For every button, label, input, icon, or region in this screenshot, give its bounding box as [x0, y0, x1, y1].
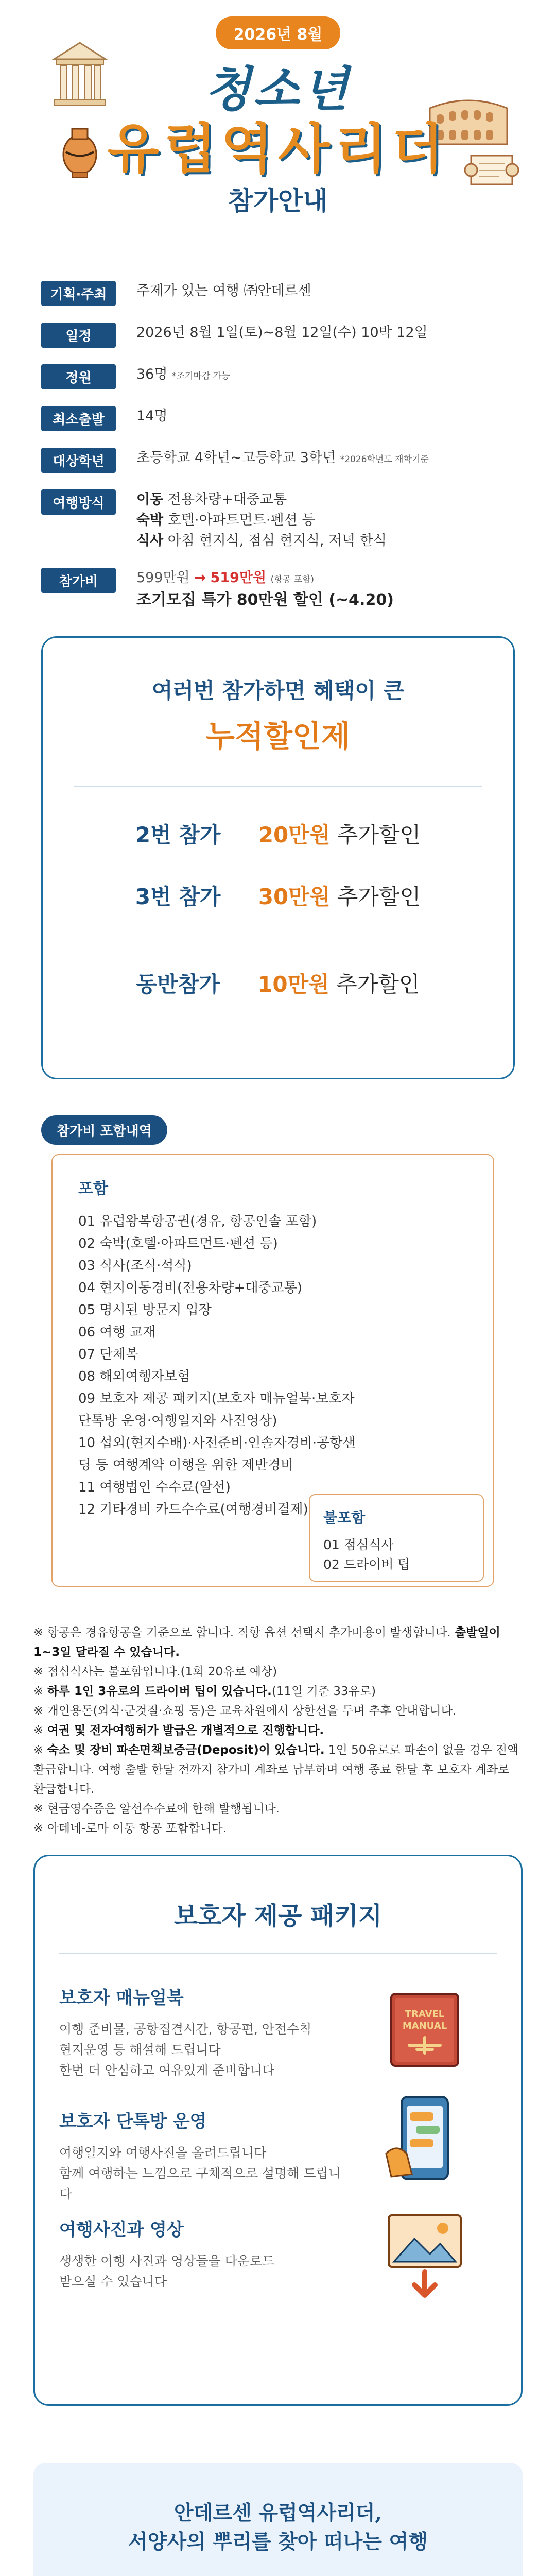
early-bird: 조기모집 특가 80만원 할인 (~4.20): [136, 591, 394, 609]
discount-row: [43, 818, 513, 849]
title-line-2: 유럽역사리더: [107, 117, 449, 180]
intro-section: [33, 2463, 523, 2576]
discount-text: 추가할인: [337, 822, 421, 848]
note: [33, 1740, 523, 1799]
note-bold: 하루 1인 3유로의 드라이버 팁이 있습니다.: [47, 1685, 272, 1698]
intro-title-line-2: 서양사의 뿌리를 찾아 떠나는 여행: [128, 2530, 428, 2554]
note: [33, 1819, 523, 1838]
info-row-grade: [41, 448, 515, 473]
list-item: 06 여행 교재: [78, 1325, 156, 1340]
fee-line: [136, 568, 394, 590]
note: [33, 1682, 523, 1701]
info-value: 2026년 8월 1일(토)~8월 12일(수) 10박 12일: [136, 325, 428, 341]
capacity-value: 36명: [136, 366, 168, 382]
note-text: ※ 점심식사는 불포함입니다.(1회 20유로 예상): [33, 1665, 277, 1679]
note: [33, 1662, 523, 1682]
list-item: 08 해외여행자보험: [78, 1369, 190, 1384]
info-value: [136, 364, 230, 386]
travel-line: [136, 489, 387, 510]
package-item-title: 여행사진과 영상: [59, 2219, 184, 2240]
divider: [59, 1953, 497, 1954]
discount-title: 누적할인제: [205, 719, 351, 754]
package-item-line: 한번 더 안심하고 여유있게 준비합니다: [59, 2063, 275, 2078]
manual-label-2: MANUAL: [402, 2021, 447, 2031]
list-item: 01 유럽왕복항공권(경유, 항공인솔 포함): [78, 1214, 317, 1229]
fee-original: 599만원: [136, 570, 190, 586]
info-label: 여행방식: [41, 489, 116, 515]
cumulative-discount-box: [41, 636, 515, 1079]
discount-headline: 여러번 참가하면 혜택이 큰: [151, 678, 405, 703]
note: [33, 1623, 523, 1662]
package-item-line: 현지운영 등 해설해 드립니다: [59, 2042, 221, 2057]
list-item: 01 점심식사: [323, 1537, 394, 1552]
package-item-chat: [59, 2107, 348, 2205]
package-title: 보호자 제공 패키지: [173, 1902, 383, 1930]
info-label: 정원: [41, 364, 116, 389]
list-item: 02 숙박(호텔·아파트먼트·펜션 등): [78, 1236, 278, 1251]
note-text: ※ 현금영수증은 알선수수료에 한해 발행됩니다.: [33, 1802, 280, 1816]
photo-download-icon: [381, 2210, 468, 2303]
info-label: 일정: [41, 323, 116, 348]
package-item-line: 생생한 여행 사진과 영상들을 다운로드: [59, 2253, 275, 2268]
list-item: 09 보호자 제공 패키지(보호자 매뉴얼북·보호자단톡방 운영·여행일지와 사진영상): [78, 1391, 355, 1429]
note-text: ※ 개인용돈(외식·군것질·쇼핑 등)은 교육차원에서 상한선을 두며 추후 안내합니다.: [33, 1704, 457, 1718]
note-text: ※: [33, 1724, 47, 1737]
fee-discounted: 519만원: [210, 570, 267, 586]
package-item-title: 보호자 단톡방 운영: [59, 2111, 207, 2132]
note: [33, 1701, 523, 1721]
package-item-manual: [59, 1984, 348, 2081]
info-value: [136, 448, 429, 470]
package-item-title: 보호자 매뉴얼북: [59, 1988, 184, 2008]
title-line-1: 청소년: [204, 61, 352, 117]
note: [33, 1799, 523, 1819]
info-row-fee: [41, 568, 515, 611]
list-item: 02 드라이버 팁: [323, 1557, 410, 1572]
discount-text: 추가할인: [337, 884, 421, 909]
discount-text: 추가할인: [336, 972, 420, 997]
discount-label: 2번 참가: [135, 822, 221, 848]
info-row-capacity: [41, 364, 515, 389]
info-value: [136, 489, 387, 551]
note: [33, 1721, 523, 1740]
info-label: 기획·주최: [41, 281, 116, 306]
info-row-travel-style: [41, 489, 515, 551]
discount-row: [43, 968, 513, 998]
info-row-schedule: [41, 323, 515, 348]
note-bold: 여권 및 전자여행허가 발급은 개별적으로 진행합니다.: [47, 1724, 324, 1737]
info-label: 최소출발: [41, 406, 116, 431]
page-subtitle: 참가안내: [228, 186, 328, 216]
intro-title-line-1: 안데르센 유럽역사리더,: [174, 2501, 382, 2525]
travel-key: 이동: [136, 492, 164, 507]
info-value: [136, 568, 394, 611]
manual-book-icon: [381, 1989, 468, 2071]
note-text: ※: [33, 1685, 47, 1698]
discount-amount: 10만원: [257, 972, 329, 997]
package-item-line: 여행일지와 여행사진을 올려드립니다: [59, 2145, 267, 2160]
list-item: 12 기타경비 카드수수료(여행경비결제): [78, 1502, 308, 1517]
divider: [74, 786, 482, 787]
discount-row: [43, 880, 513, 911]
info-row-minimum: [41, 406, 515, 431]
included-list: [78, 1211, 467, 1521]
included-section-title: 참가비 포함내역: [41, 1115, 167, 1145]
note-text: ※ 아테네-로마 이동 항공 포함합니다.: [33, 1822, 227, 1835]
travel-text: 호텔·아파트먼트·펜션 등: [167, 512, 316, 528]
date-badge: 2026년 8월: [216, 16, 340, 49]
info-table: [41, 281, 515, 627]
note-bold: 숙소 및 장비 파손면책보증금(Deposit)이 있습니다.: [47, 1743, 325, 1757]
excluded-box: [309, 1494, 484, 1582]
list-item: 05 명시된 방문지 입장: [78, 1302, 212, 1318]
package-item-photos: [59, 2215, 348, 2292]
fee-note: (항공 포함): [270, 574, 314, 585]
info-label: 참가비: [41, 568, 116, 593]
info-row-organizer: [41, 281, 515, 306]
hero-section: [0, 0, 556, 242]
excluded-head: 불포함: [323, 1509, 366, 1526]
list-item: 11 여행법인 수수료(알선): [78, 1480, 231, 1495]
note-text: ※ 항공은 경유항공을 기준으로 합니다. 직항 옵션 선택시 추가비용이 발생합니다.: [33, 1626, 455, 1639]
list-item: 10 섭외(현지수배)·사전준비·인솔자경비·공항샌딩 등 여행계약 이행을 위한 제반경비: [78, 1435, 356, 1473]
grade-note: *2026학년도 재학기준: [340, 454, 429, 465]
travel-text: 전용차량+대중교통: [167, 492, 287, 507]
info-value: 주제가 있는 여행 ㈜안데르센: [136, 283, 311, 299]
discount-amount: 30만원: [258, 884, 331, 909]
info-label: 대상학년: [41, 448, 116, 473]
phone-chat-icon: [381, 2092, 468, 2184]
list-item: 04 현지이동경비(전용차량+대중교통): [78, 1280, 303, 1296]
discount-label: 동반참가: [136, 972, 220, 997]
package-item-line: 받으실 수 있습니다: [59, 2274, 167, 2289]
travel-text: 아침 현지식, 점심 현지식, 저녁 한식: [167, 533, 387, 549]
excluded-list: [323, 1535, 470, 1574]
travel-key: 숙박: [136, 512, 164, 528]
note-text: 1인 50유로로 파손이 없을 경우 전액 환급합니다. 여행 출발 한달 전까지 참가비 계좌로 납부하며 여행 종료 한달 후 보호자 계좌로 환급합니다.: [33, 1743, 519, 1796]
capacity-note: *조기마감 가능: [172, 371, 230, 381]
included-head: 포함: [78, 1180, 108, 1198]
list-item: 03 식사(조식·석식): [78, 1258, 192, 1274]
note-text: (11일 기준 33유로): [271, 1685, 376, 1698]
note-text: ※: [33, 1743, 47, 1757]
manual-label-1: TRAVEL: [405, 2009, 445, 2020]
info-value: 14명: [136, 408, 168, 424]
travel-line: [136, 510, 387, 531]
discount-label: 3번 참가: [135, 884, 221, 909]
package-item-line: 여행 준비물, 공항집결시간, 항공편, 안전수칙: [59, 2022, 312, 2037]
notes-section: [33, 1623, 523, 1838]
note-bold: 출발일이 1~3일 달라질 수 있습니다.: [33, 1626, 500, 1659]
fee-arrow: →: [194, 570, 206, 586]
travel-line: [136, 531, 387, 551]
discount-amount: 20만원: [258, 822, 331, 848]
travel-key: 식사: [136, 533, 164, 549]
package-item-line: 함께 여행하는 느낌으로 구체적으로 설명해 드립니다: [59, 2166, 341, 2201]
list-item: 07 단체복: [78, 1347, 138, 1362]
grade-value: 초등학교 4학년~고등학교 3학년: [136, 450, 336, 466]
